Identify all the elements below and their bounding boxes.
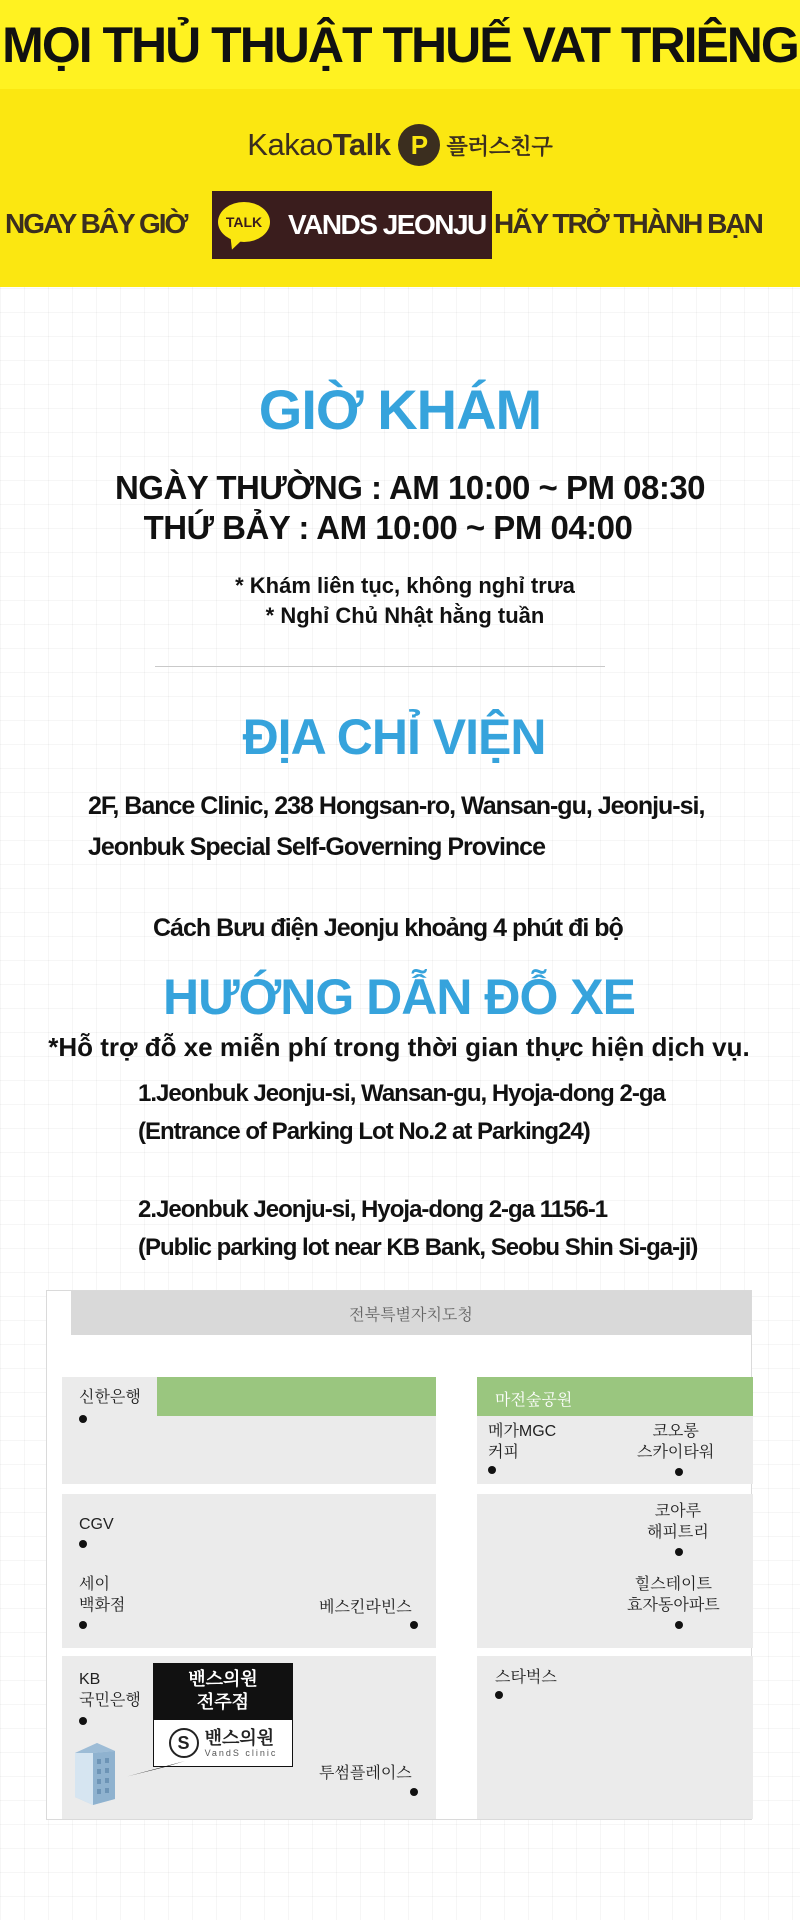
hours-note-sunday: * Nghỉ Chủ Nhật hằng tuần: [265, 603, 545, 628]
map-dot-baskin: [410, 1621, 418, 1629]
kakaotalk-plus-friend-logo: [0, 124, 800, 166]
header-banner: [0, 0, 800, 287]
map-dot-hillstate: [675, 1621, 683, 1629]
vands-logo-text: [205, 1729, 278, 1758]
address-title: ĐỊA CHỈ VIỆN: [242, 709, 546, 765]
map-label-mega-coffee: 메가MGC 커피: [488, 1423, 557, 1461]
map-label-hillstate: 힐스테이트 효자동아파트: [627, 1576, 720, 1614]
parking-lot-2-address: 2.Jeonbuk Jeonju-si, Hyoja-dong 2-ga 1156-1: [138, 1196, 608, 1223]
talk-bubble-icon: TALK: [218, 202, 270, 242]
hours-note-no-break: * Khám liên tục, không nghỉ trưa: [235, 573, 575, 598]
map-label-twosome: 투썸플레이스: [319, 1765, 412, 1782]
map-label-kb: KB 국민은행: [79, 1671, 141, 1709]
cta-left-text: NGAY BÂY GIỜ: [5, 208, 187, 239]
vands-logo-korean: 밴스의원: [204, 1727, 275, 1748]
address-line-2: Jeonbuk Special Self-Governing Province: [88, 833, 545, 861]
map-label-baskin: 베스킨라빈스: [319, 1599, 412, 1616]
building-icon: [69, 1739, 121, 1807]
map-dot-aru: [675, 1548, 683, 1556]
parking-support-note: *Hỗ trợ đỗ xe miễn phí trong thời gian thực hiện dịch vụ.: [48, 1032, 750, 1062]
map-label-kolon: 코오롱 스카이타워: [637, 1423, 715, 1461]
map-green-strip-left: [157, 1377, 436, 1416]
channel-name: VANDS JEONJU: [288, 209, 486, 240]
map-label-shinhan: 신한은행: [79, 1389, 141, 1406]
header-title-bar: [0, 0, 800, 89]
map-block-cgv: [62, 1494, 436, 1648]
parking-lot-2-detail: (Public parking lot near KB Bank, Seobu Shin Si-ga-ji): [138, 1234, 698, 1261]
map-block-aru: [477, 1494, 753, 1648]
map-dot-starbucks: [495, 1691, 503, 1699]
map-label-starbucks: 스타벅스: [495, 1669, 557, 1686]
map-callout-pointer: [125, 1761, 185, 1781]
kakao-channel-button[interactable]: [212, 191, 492, 259]
address-walk-note: Cách Bưu điện Jeonju khoảng 4 phút đi bộ: [153, 914, 623, 942]
parking-title: HƯỚNG DẪN ĐỖ XE: [163, 969, 635, 1025]
map-dot-shinhan: [79, 1415, 87, 1423]
map-road-label-dochung: 전북특별자치도청: [71, 1291, 751, 1335]
cta-right-text: HÃY TRỞ THÀNH BẠN: [494, 208, 762, 239]
kakao-word-light: Kakao: [247, 127, 333, 162]
kakao-word-bold: Talk: [332, 127, 391, 162]
map-dot-say: [79, 1621, 87, 1629]
map-dot-cgv: [79, 1540, 87, 1548]
section-divider: [155, 666, 605, 667]
map-dot-kolon: [675, 1468, 683, 1476]
location-map: [46, 1290, 752, 1820]
map-label-aru: 코아루 해피트리: [647, 1503, 709, 1541]
parking-lot-1-address: 1.Jeonbuk Jeonju-si, Wansan-gu, Hyoja-dong 2-ga: [138, 1080, 665, 1107]
map-clinic-badge: 밴스의원 전주점: [153, 1663, 293, 1719]
address-line-1: 2F, Bance Clinic, 238 Hongsan-ro, Wansan-gu, Jeonju-si,: [88, 792, 705, 820]
map-label-say: 세이 백화점: [79, 1576, 126, 1614]
vands-logo-icon: S: [169, 1728, 199, 1758]
hours-saturday: THỨ BẢY : AM 10:00 ~ PM 04:00: [143, 509, 633, 546]
vands-logo-english: VandS clinic: [204, 1747, 278, 1758]
header-title: MỌI THỦ THUẬT THUẾ VAT TRIÊNG: [2, 16, 798, 73]
kakaotalk-wordmark: [247, 127, 390, 163]
map-dot-twosome: [410, 1788, 418, 1796]
parking-lot-1-detail: (Entrance of Parking Lot No.2 at Parking24): [138, 1118, 590, 1145]
map-label-cgv: CGV: [79, 1516, 114, 1533]
plus-friend-icon: P: [398, 124, 440, 166]
map-dot-kb: [79, 1717, 87, 1725]
map-dot-mega-coffee: [488, 1466, 496, 1474]
hours-weekday: NGÀY THƯỜNG : AM 10:00 ~ PM 08:30: [114, 469, 706, 506]
plus-friend-label: 플러스친구: [446, 133, 553, 159]
map-label-majeon-park: 마전숲공원: [495, 1392, 573, 1409]
map-clinic-logo: [153, 1719, 293, 1767]
hours-title: GIỜ KHÁM: [258, 378, 542, 441]
